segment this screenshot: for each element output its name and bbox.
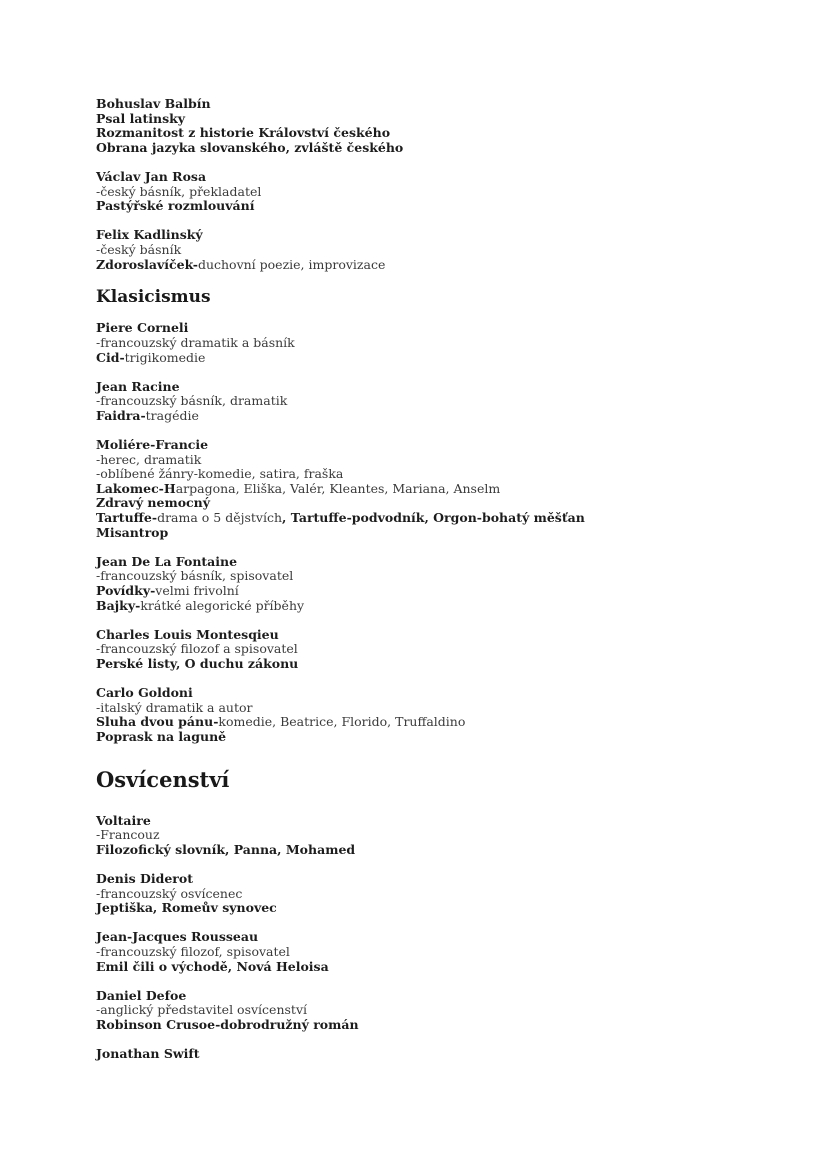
blank-line [96,613,738,628]
text-run: -francouzský básník, dramatik [96,393,288,409]
text-line [96,657,738,672]
text-line [96,380,738,395]
blank-line [96,1033,738,1048]
text-line [96,1003,738,1018]
text-run: -český básník [96,241,182,257]
blank-line [96,672,738,687]
bold-run: Faidra- [96,407,146,423]
bold-run: Voltaire [96,812,151,828]
text-run: -francouzský osvícenec [96,885,243,901]
text-line [96,901,738,916]
text-line [96,872,738,887]
bold-run: Jeptiška, Romeův synovec [96,900,277,916]
bold-run: Jean De La Fontaine [96,553,238,569]
bold-run: Psal latinsky [96,110,186,126]
document-body [96,97,738,1062]
bold-run: Bohuslav Balbín [96,96,211,111]
text-run: trigikomedie [124,349,206,365]
text-line [96,112,738,127]
text-run: -český básník, překladatel [96,183,262,199]
text-run: krátké alegorické příběhy [140,597,305,613]
bold-run: Václav Jan Rosa [96,168,207,184]
text-line [96,394,738,409]
bold-run: Piere Corneli [96,320,189,336]
text-run: -italský dramatik a autor [96,699,253,715]
text-line [96,584,738,599]
text-line [96,1047,738,1062]
bold-run: Charles Louis Montesqieu [96,626,279,642]
text-run: velmi frivolní [155,583,239,598]
text-line [96,960,738,975]
blank-line [96,540,738,555]
bold-run: Robinson Crusoe-dobrodružný román [96,1017,359,1033]
text-line [96,243,738,258]
bold-run: Jonathan Swift [96,1046,200,1062]
text-line [96,482,738,497]
text-line [96,555,738,570]
bold-run: Cid- [96,349,125,365]
blank-line [96,858,738,873]
blank-line [96,155,738,170]
text-line [96,828,738,843]
bold-run: , Tartuffe-podvodník, Orgon-bohatý měšťan [282,510,585,526]
bold-run: Denis Diderot [96,871,193,887]
text-run: arpagona, Eliška, Valér, Kleantes, Mariana, Anselm [175,480,501,496]
bold-run: Jean-Jacques Rousseau [96,929,259,945]
text-line [96,409,738,424]
text-line [96,321,738,336]
text-line [96,170,738,185]
text-run: komedie, Beatrice, Florido, Truffaldino [218,714,466,730]
text-line [96,453,738,468]
bold-run: Rozmanitost z historie Království českého [96,125,391,141]
text-line [96,642,738,657]
text-run: tragédie [145,407,199,423]
text-line [96,599,738,614]
text-run: -Francouz [96,827,160,843]
text-line [96,141,738,156]
blank-line [96,423,738,438]
text-line [96,258,738,273]
blank-line [96,799,738,814]
bold-run: Jean Racine [96,378,180,394]
bold-run: Lakomec-H [96,480,176,496]
text-run: -francouzský dramatik a básník [96,334,295,350]
text-line [96,686,738,701]
bold-run: Perské listy, O duchu zákonu [96,655,299,671]
bold-run: Carlo Goldoni [96,685,193,701]
text-line [96,1018,738,1033]
bold-run: Misantrop [96,524,169,540]
bold-run: Emil čili o východě, Nová Heloisa [96,958,329,974]
text-line [96,351,738,366]
text-line [96,715,738,730]
blank-line [96,745,738,760]
bold-run: Obrana jazyka slovanského, zvláště českého [96,139,404,155]
text-run: -francouzský filozof, spisovatel [96,944,290,960]
text-line [96,945,738,960]
blank-line [96,916,738,931]
bold-run: Sluha dvou pánu- [96,714,219,730]
blank-line [96,365,738,380]
text-run: -oblíbené žánry-komedie, satira, fraška [96,466,344,482]
text-line [96,496,738,511]
text-line [96,228,738,243]
bold-run: Zdoroslavíček- [96,256,198,272]
bold-run: Felix Kadlinský [96,227,203,243]
bold-run: Zdravý nemocný [96,495,210,511]
bold-run: Poprask na laguně [96,728,227,744]
bold-run: Povídky- [96,583,156,598]
section-heading: Klasicismus [96,286,211,307]
blank-line [96,272,738,287]
text-line [96,628,738,643]
text-line [96,569,738,584]
text-line [96,97,738,112]
bold-run: Bajky- [96,597,141,613]
text-line [96,989,738,1004]
text-run: -francouzský básník, spisovatel [96,568,294,584]
text-run: -francouzský filozof a spisovatel [96,641,298,657]
text-line [96,126,738,141]
text-line [96,511,738,526]
text-line [96,185,738,200]
text-run: drama o 5 dějstvích [157,510,283,526]
blank-line [96,974,738,989]
bold-run: Filozofický slovník, Panna, Mohamed [96,841,356,857]
bold-run: Moliére-Francie [96,437,209,453]
text-line [96,887,738,902]
blank-line [96,214,738,229]
bold-run: Tartuffe- [96,510,158,526]
text-line [96,526,738,541]
text-line [96,701,738,716]
text-line [96,438,738,453]
text-line [96,730,738,745]
bold-run: Pastýřské rozmlouvání [96,198,255,214]
text-line [96,814,738,829]
bold-run: Daniel Defoe [96,987,187,1003]
section-heading: Osvícenství [96,767,230,793]
text-line [96,930,738,945]
text-line [96,199,738,214]
text-run: duchovní poezie, improvizace [197,256,386,272]
blank-line [96,307,738,322]
text-run: -herec, dramatik [96,451,202,467]
text-run: -anglický představitel osvícenství [96,1002,307,1018]
text-line [96,843,738,858]
text-line [96,467,738,482]
text-line [96,336,738,351]
